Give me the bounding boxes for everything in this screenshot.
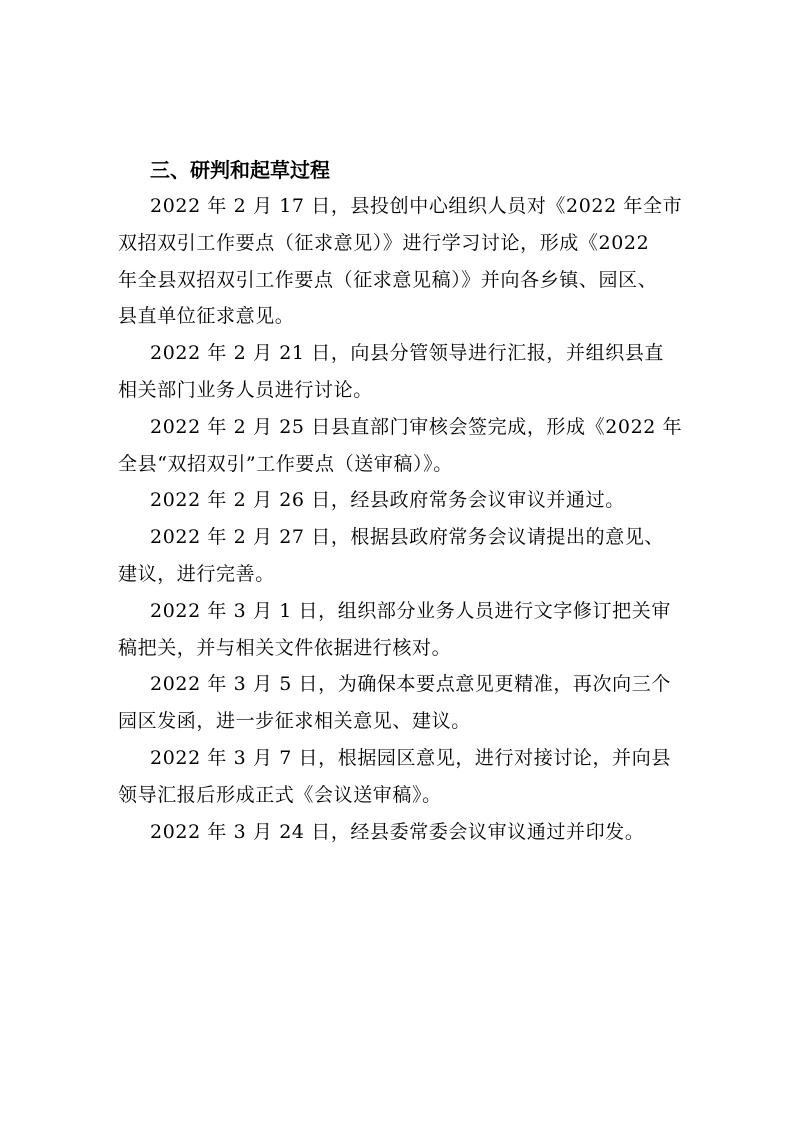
paragraph-line: 县直单位征求意见。 — [118, 305, 295, 328]
paragraph-line: 年全县双招双引工作要点（征求意见稿）》并向各乡镇、园区、 — [118, 268, 658, 291]
paragraph-line: 2022 年 3 月 7 日，根据园区意见，进行对接讨论，并向县 — [150, 746, 671, 769]
paragraph-line: 2022 年 2 月 26 日，经县政府常务会议审议并通过。 — [150, 489, 625, 512]
paragraph-line: 相关部门业务人员进行讨论。 — [118, 378, 373, 401]
paragraph-line: 2022 年 2 月 17 日，县投创中心组织人员对《2022 年全市 — [150, 195, 683, 217]
paragraph-line: 2022 年 3 月 1 日，组织部分业务人员进行文字修订把关审 — [150, 599, 671, 622]
section-heading: 三、研判和起草过程 — [150, 158, 330, 182]
paragraph-line: 建议，进行完善。 — [118, 562, 275, 585]
paragraph-feb-25 — [118, 409, 690, 483]
paragraph-line: 2022 年 3 月 24 日，经县委常委会议审议通过并印发。 — [150, 820, 645, 843]
paragraph-mar-1 — [118, 593, 690, 667]
paragraph-line: 双招双引工作要点（征求意见）》进行学习讨论，形成《2022 — [118, 231, 650, 254]
paragraph-mar-5 — [118, 666, 690, 740]
paragraph-line: 2022 年 3 月 5 日，为确保本要点意见更精准，再次向三个 — [150, 673, 671, 696]
paragraph-line: 稿把关，并与相关文件依据进行核对。 — [118, 636, 452, 659]
paragraph-line: 全县“双招双引”工作要点（送审稿）》。 — [118, 452, 453, 475]
paragraph-mar-7 — [118, 740, 690, 814]
document-body — [118, 152, 690, 850]
paragraph-mar-24 — [118, 814, 690, 851]
paragraph-line: 园区发函，进一步征求相关意见、建议。 — [118, 710, 471, 733]
paragraph-line: 领导汇报后形成正式《会议送审稿》。 — [118, 783, 442, 806]
paragraph-feb-17 — [118, 188, 690, 335]
paragraph-line: 2022 年 2 月 27 日，根据县政府常务会议请提出的意见、 — [150, 526, 665, 549]
paragraph-feb-27 — [118, 519, 690, 593]
paragraph-feb-26 — [118, 482, 690, 519]
paragraph-line: 2022 年 2 月 25 日县直部门审核会签完成，形成《2022 年 — [150, 415, 683, 438]
paragraph-feb-21 — [118, 335, 690, 409]
paragraph-line: 2022 年 2 月 21 日，向县分管领导进行汇报，并组织县直 — [150, 342, 665, 365]
